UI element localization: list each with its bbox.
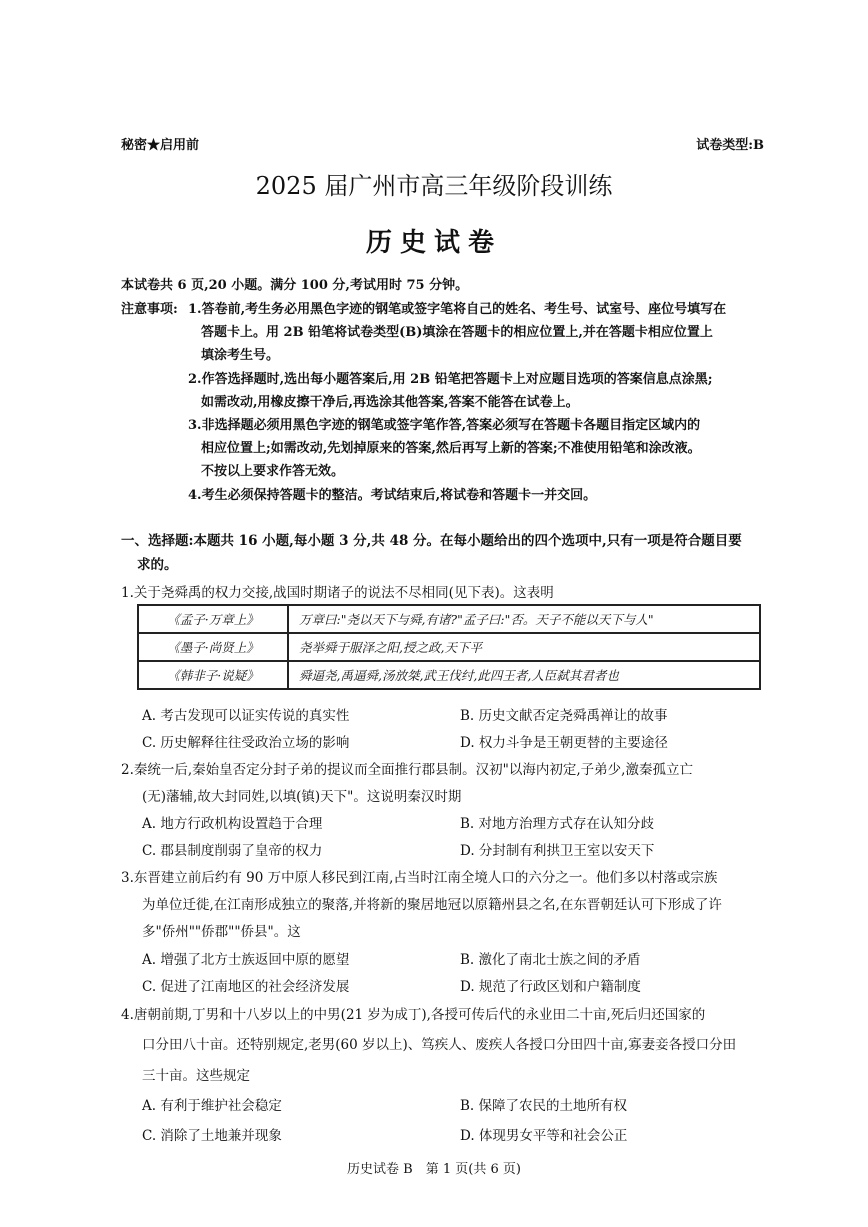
- exam-title: 2025 届广州市高三年级阶段训练: [255, 172, 613, 200]
- table-source: 《孟子·万章上》: [138, 605, 288, 633]
- table-row: [138, 605, 760, 633]
- note-line: 答题卡上。用 2B 铅笔将试卷类型(B)填涂在答题卡的相应位置上,并在答题卡相应位置上: [201, 325, 713, 340]
- q3-option-d: D. 规范了行政区划和户籍制度: [460, 979, 641, 995]
- section-heading: 一、选择题:本题共 16 小题,每小题 3 分,共 48 分。在每小题给出的四个选项中,只有一项是符合题目要: [121, 533, 742, 549]
- q4-option-a: A. 有利于维护社会稳定: [142, 1098, 282, 1114]
- q3-option-a: A. 增强了北方士族返回中原的愿望: [142, 952, 350, 968]
- q1-option-d: D. 权力斗争是王朝更替的主要途径: [460, 735, 668, 751]
- q4-stem-cont: 口分田八十亩。还特别规定,老男(60 岁以上)、笃疾人、废疾人各授口分田四十亩,寡妻妾各授口分田: [142, 1037, 737, 1053]
- note-line: 3.非选择题必须用黑色字迹的钢笔或签字笔作答,答案必须写在答题卡各题目指定区域内的: [188, 418, 701, 433]
- page-footer: 历史试卷 B 第 1 页(共 6 页): [347, 1162, 521, 1177]
- q2-stem-cont: (无)藩辅,故大封同姓,以填(镇)天下"。这说明秦汉时期: [142, 789, 462, 805]
- table-row: [138, 633, 760, 661]
- q1-option-b: B. 历史文献否定尧舜禹禅让的故事: [460, 708, 668, 724]
- q2-option-d: D. 分封制有利拱卫王室以安天下: [460, 843, 655, 859]
- q3-option-c: C. 促进了江南地区的社会经济发展: [142, 979, 350, 995]
- confidential-mark: 秘密★启用前: [121, 138, 200, 153]
- q1-option-c: C. 历史解释往往受政治立场的影响: [142, 735, 350, 751]
- q2-option-a: A. 地方行政机构设置趋于合理: [142, 816, 323, 832]
- note-line: 1.答卷前,考生务必用黑色字迹的钢笔或签字笔将自己的姓名、考生号、试室号、座位号填写在: [188, 302, 727, 317]
- q1-stem: 1.关于尧舜禹的权力交接,战国时期诸子的说法不尽相同(见下表)。这表明: [121, 585, 554, 601]
- q4-stem: 4.唐朝前期,丁男和十八岁以上的中男(21 岁为成丁),各授可传后代的永业田二十亩,死后归还国家的: [121, 1007, 706, 1023]
- exam-intro: 本试卷共 6 页,20 小题。满分 100 分,考试用时 75 分钟。: [121, 278, 469, 293]
- q1-option-a: A. 考古发现可以证实传说的真实性: [142, 708, 350, 724]
- note-line: 2.作答选择题时,选出每小题答案后,用 2B 铅笔把答题卡上对应题目选项的答案信息点涂黑;: [188, 372, 713, 387]
- q4-option-b: B. 保障了农民的土地所有权: [460, 1098, 628, 1114]
- q3-stem: 3.东晋建立前后约有 90 万中原人移民到江南,占当时江南全境人口的六分之一。他们多以村落或宗族: [121, 870, 718, 886]
- section-heading-cont: 求的。: [137, 557, 178, 573]
- q2-option-b: B. 对地方治理方式存在认知分歧: [460, 816, 655, 832]
- table-row: [138, 661, 760, 689]
- q4-stem-cont: 三十亩。这些规定: [142, 1068, 250, 1084]
- table-source: 《墨子·尚贤上》: [138, 633, 288, 661]
- notes-label: 注意事项:: [121, 302, 178, 317]
- table-source: 《韩非子·说疑》: [138, 661, 288, 689]
- note-line: 相应位置上;如需改动,先划掉原来的答案,然后再写上新的答案;不准使用铅笔和涂改液。: [201, 441, 701, 456]
- q1-source-table: [137, 604, 761, 690]
- note-line: 如需改动,用橡皮擦干净后,再选涂其他答案,答案不能答在试卷上。: [201, 395, 579, 410]
- table-quote: 尧举舜于服泽之阳,授之政,天下平: [288, 633, 760, 661]
- table-quote: 万章曰:"尧以天下与舜,有诸?"孟子曰:"否。天子不能以天下与人": [288, 605, 760, 633]
- subject-title: 历史试卷: [365, 228, 502, 258]
- q4-option-d: D. 体现男女平等和社会公正: [460, 1128, 628, 1144]
- paper-type: 试卷类型:B: [696, 138, 764, 153]
- q2-option-c: C. 郡县制度削弱了皇帝的权力: [142, 843, 323, 859]
- note-line: 不按以上要求作答无效。: [201, 464, 345, 479]
- q3-stem-cont: 为单位迁徙,在江南形成独立的聚落,并将新的聚居地冠以原籍州县之名,在东晋朝廷认可下形成了许: [142, 897, 722, 913]
- table-quote: 舜逼尧,禹逼舜,汤放桀,武王伐纣,此四王者,人臣弑其君者也: [288, 661, 760, 689]
- q2-stem: 2.秦统一后,秦始皇否定分封子弟的提议而全面推行郡县制。汉初"以海内初定,子弟少,激秦孤立亡: [121, 762, 693, 778]
- note-line: 填涂考生号。: [201, 348, 280, 363]
- note-line: 4.考生必须保持答题卡的整洁。考试结束后,将试卷和答题卡一并交回。: [188, 488, 597, 503]
- q3-option-b: B. 激化了南北士族之间的矛盾: [460, 952, 641, 968]
- q4-option-c: C. 消除了土地兼并现象: [142, 1128, 282, 1144]
- q3-stem-cont: 多"侨州""侨郡""侨县"。这: [142, 924, 301, 940]
